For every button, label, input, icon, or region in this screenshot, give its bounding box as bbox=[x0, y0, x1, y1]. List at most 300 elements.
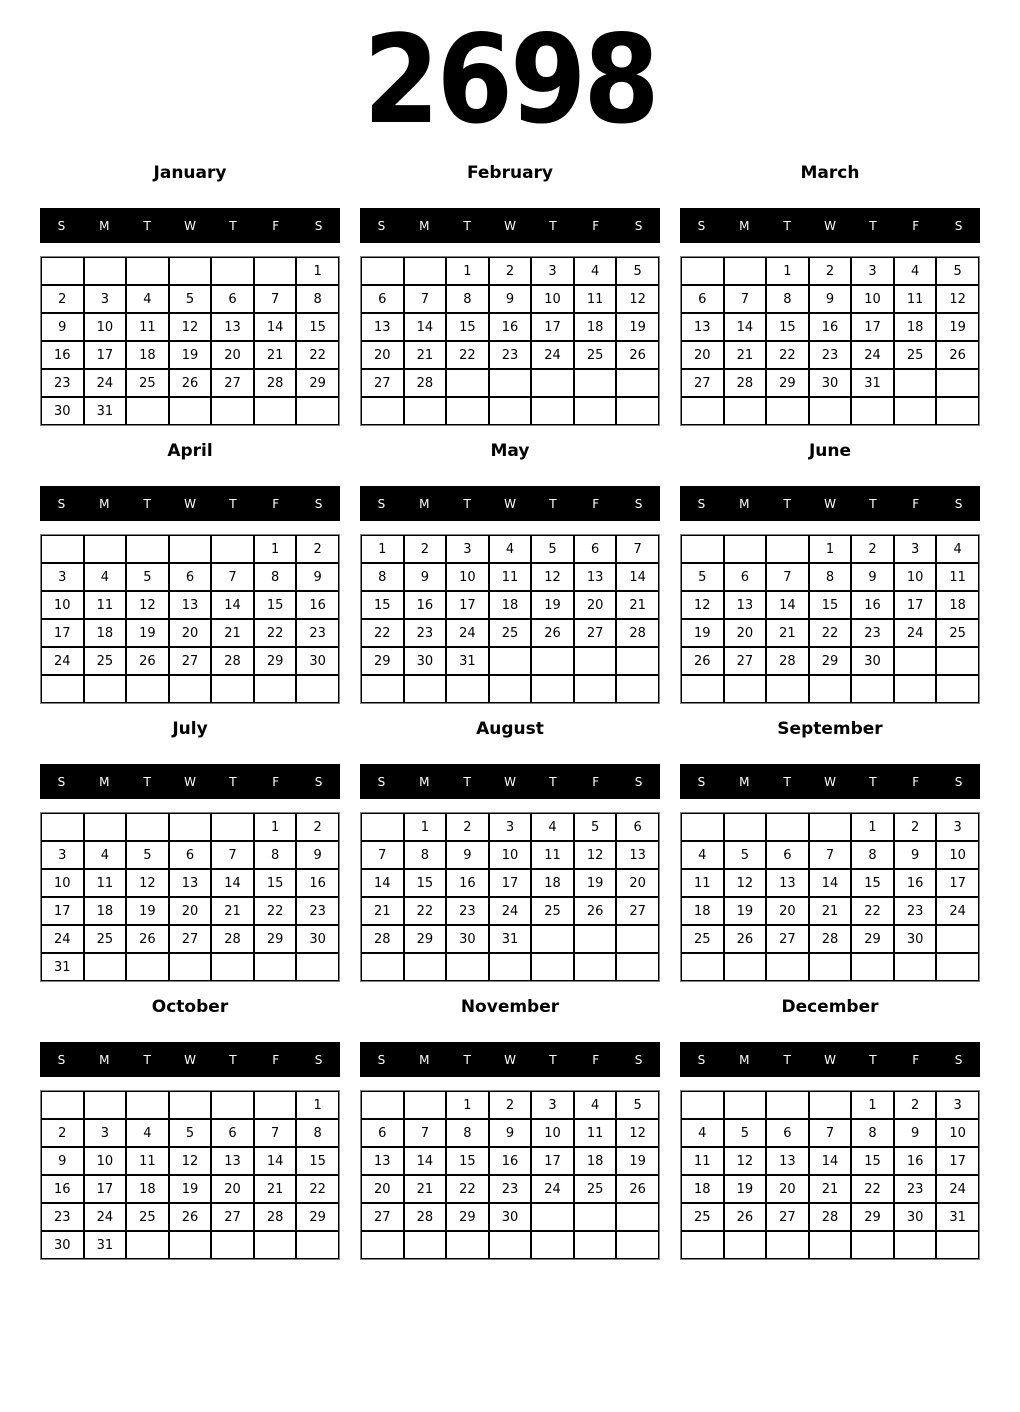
day-cell: 5 bbox=[681, 563, 724, 591]
day-cell: 5 bbox=[724, 841, 767, 869]
day-cell: 26 bbox=[126, 925, 169, 953]
day-cell: 21 bbox=[404, 1175, 447, 1203]
weekday-label: M bbox=[419, 1052, 430, 1067]
day-cell: 13 bbox=[169, 869, 212, 897]
empty-day-cell bbox=[616, 397, 659, 425]
day-cell: 11 bbox=[489, 563, 532, 591]
weekday-label: F bbox=[592, 496, 600, 511]
day-cell: 9 bbox=[446, 841, 489, 869]
day-cell: 26 bbox=[936, 341, 979, 369]
day-cell: 10 bbox=[531, 1119, 574, 1147]
empty-day-cell bbox=[361, 257, 404, 285]
day-cell: 12 bbox=[574, 841, 617, 869]
weekday-label: W bbox=[504, 1052, 516, 1067]
empty-day-cell bbox=[489, 1231, 532, 1259]
day-cell: 22 bbox=[254, 897, 297, 925]
empty-day-cell bbox=[211, 535, 254, 563]
day-cell: 9 bbox=[404, 563, 447, 591]
weekday-label: F bbox=[272, 218, 280, 233]
day-cell: 8 bbox=[446, 285, 489, 313]
empty-day-cell bbox=[126, 1091, 169, 1119]
day-cell: 4 bbox=[489, 535, 532, 563]
week-row bbox=[41, 813, 339, 841]
day-cell: 25 bbox=[84, 925, 127, 953]
day-cell: 4 bbox=[894, 257, 937, 285]
day-cell: 2 bbox=[404, 535, 447, 563]
month-name: March bbox=[800, 163, 860, 183]
week-row bbox=[681, 1175, 979, 1203]
empty-day-cell bbox=[296, 953, 339, 981]
empty-day-cell bbox=[126, 953, 169, 981]
week-row bbox=[41, 619, 339, 647]
empty-day-cell bbox=[809, 675, 852, 703]
day-cell: 22 bbox=[361, 619, 404, 647]
day-cell: 29 bbox=[296, 369, 339, 397]
day-cell: 23 bbox=[489, 341, 532, 369]
day-cell: 8 bbox=[361, 563, 404, 591]
day-cell: 15 bbox=[446, 313, 489, 341]
day-cell: 24 bbox=[84, 1203, 127, 1231]
empty-day-cell bbox=[84, 953, 127, 981]
day-cell: 11 bbox=[126, 313, 169, 341]
day-cell: 11 bbox=[84, 869, 127, 897]
week-row bbox=[361, 869, 659, 897]
day-cell: 13 bbox=[766, 869, 809, 897]
week-row bbox=[361, 313, 659, 341]
day-cell: 4 bbox=[574, 257, 617, 285]
day-cell: 23 bbox=[296, 897, 339, 925]
empty-day-cell bbox=[169, 535, 212, 563]
empty-day-cell bbox=[616, 953, 659, 981]
empty-day-cell bbox=[724, 953, 767, 981]
empty-day-cell bbox=[616, 1231, 659, 1259]
day-cell: 25 bbox=[681, 1203, 724, 1231]
month-name: February bbox=[466, 163, 554, 183]
day-cell: 18 bbox=[574, 1147, 617, 1175]
day-cell: 28 bbox=[211, 925, 254, 953]
empty-day-cell bbox=[936, 1231, 979, 1259]
empty-day-cell bbox=[616, 675, 659, 703]
month-days-table bbox=[40, 534, 340, 704]
month-may bbox=[360, 438, 660, 704]
day-cell: 19 bbox=[169, 341, 212, 369]
day-cell: 10 bbox=[531, 285, 574, 313]
empty-day-cell bbox=[809, 397, 852, 425]
weekday-label: T bbox=[143, 218, 151, 233]
day-cell: 24 bbox=[936, 1175, 979, 1203]
empty-day-cell bbox=[616, 1203, 659, 1231]
week-row bbox=[361, 591, 659, 619]
day-cell: 26 bbox=[616, 1175, 659, 1203]
week-row bbox=[41, 925, 339, 953]
day-cell: 23 bbox=[296, 619, 339, 647]
empty-day-cell bbox=[531, 647, 574, 675]
empty-day-cell bbox=[169, 813, 212, 841]
day-cell: 21 bbox=[809, 1175, 852, 1203]
empty-day-cell bbox=[84, 535, 127, 563]
day-cell: 12 bbox=[169, 1147, 212, 1175]
empty-day-cell bbox=[851, 397, 894, 425]
day-cell: 3 bbox=[531, 1091, 574, 1119]
empty-day-cell bbox=[404, 675, 447, 703]
day-cell: 8 bbox=[809, 563, 852, 591]
day-cell: 31 bbox=[489, 925, 532, 953]
month-name: January bbox=[153, 163, 227, 183]
weekday-header-row bbox=[40, 764, 340, 799]
day-cell: 7 bbox=[616, 535, 659, 563]
day-cell: 6 bbox=[169, 841, 212, 869]
empty-day-cell bbox=[894, 397, 937, 425]
weekday-label: F bbox=[272, 774, 280, 789]
empty-day-cell bbox=[936, 675, 979, 703]
empty-day-cell bbox=[489, 953, 532, 981]
day-cell: 4 bbox=[84, 563, 127, 591]
day-cell: 3 bbox=[489, 813, 532, 841]
day-cell: 21 bbox=[616, 591, 659, 619]
week-row bbox=[681, 1091, 979, 1119]
week-row bbox=[681, 341, 979, 369]
day-cell: 10 bbox=[446, 563, 489, 591]
empty-day-cell bbox=[361, 813, 404, 841]
day-cell: 14 bbox=[404, 1147, 447, 1175]
empty-day-cell bbox=[766, 813, 809, 841]
empty-day-cell bbox=[851, 1231, 894, 1259]
day-cell: 31 bbox=[84, 397, 127, 425]
day-cell: 11 bbox=[531, 841, 574, 869]
day-cell: 25 bbox=[84, 647, 127, 675]
month-days-table bbox=[360, 534, 660, 704]
day-cell: 4 bbox=[531, 813, 574, 841]
empty-day-cell bbox=[126, 257, 169, 285]
empty-day-cell bbox=[489, 369, 532, 397]
empty-day-cell bbox=[616, 369, 659, 397]
empty-day-cell bbox=[296, 1231, 339, 1259]
empty-day-cell bbox=[574, 953, 617, 981]
month-name: September bbox=[777, 719, 883, 739]
day-cell: 1 bbox=[296, 1091, 339, 1119]
week-row bbox=[41, 841, 339, 869]
weekday-label: T bbox=[463, 218, 471, 233]
empty-day-cell bbox=[489, 647, 532, 675]
week-row bbox=[41, 313, 339, 341]
day-cell: 2 bbox=[296, 535, 339, 563]
week-row bbox=[41, 1091, 339, 1119]
empty-day-cell bbox=[489, 675, 532, 703]
day-cell: 10 bbox=[41, 591, 84, 619]
day-cell: 19 bbox=[936, 313, 979, 341]
week-row bbox=[681, 591, 979, 619]
week-row bbox=[361, 925, 659, 953]
month-april bbox=[40, 438, 340, 704]
month-march bbox=[680, 160, 980, 426]
empty-day-cell bbox=[574, 647, 617, 675]
day-cell: 4 bbox=[681, 841, 724, 869]
day-cell: 29 bbox=[296, 1203, 339, 1231]
day-cell: 1 bbox=[361, 535, 404, 563]
day-cell: 9 bbox=[851, 563, 894, 591]
month-days-table bbox=[680, 256, 980, 426]
day-cell: 24 bbox=[84, 369, 127, 397]
day-cell: 15 bbox=[446, 1147, 489, 1175]
empty-day-cell bbox=[681, 953, 724, 981]
empty-day-cell bbox=[361, 397, 404, 425]
day-cell: 10 bbox=[84, 313, 127, 341]
empty-day-cell bbox=[574, 1231, 617, 1259]
empty-day-cell bbox=[169, 1091, 212, 1119]
day-cell: 6 bbox=[211, 285, 254, 313]
weekday-label: W bbox=[824, 496, 836, 511]
day-cell: 14 bbox=[809, 1147, 852, 1175]
weekday-label: S bbox=[954, 496, 963, 511]
day-cell: 20 bbox=[169, 619, 212, 647]
day-cell: 29 bbox=[361, 647, 404, 675]
empty-day-cell bbox=[724, 675, 767, 703]
empty-day-cell bbox=[296, 397, 339, 425]
day-cell: 19 bbox=[616, 1147, 659, 1175]
weekday-label: M bbox=[739, 1052, 750, 1067]
day-cell: 17 bbox=[41, 619, 84, 647]
day-cell: 14 bbox=[211, 591, 254, 619]
week-row bbox=[361, 841, 659, 869]
day-cell: 8 bbox=[851, 1119, 894, 1147]
day-cell: 28 bbox=[766, 647, 809, 675]
week-row bbox=[361, 397, 659, 425]
empty-day-cell bbox=[41, 1091, 84, 1119]
month-august bbox=[360, 716, 660, 982]
weekday-header-row bbox=[360, 208, 660, 243]
day-cell: 14 bbox=[616, 563, 659, 591]
day-cell: 18 bbox=[936, 591, 979, 619]
weekday-label: T bbox=[783, 1052, 791, 1067]
empty-day-cell bbox=[809, 813, 852, 841]
day-cell: 16 bbox=[894, 869, 937, 897]
day-cell: 28 bbox=[404, 1203, 447, 1231]
empty-day-cell bbox=[361, 953, 404, 981]
day-cell: 12 bbox=[126, 869, 169, 897]
empty-day-cell bbox=[126, 397, 169, 425]
day-cell: 22 bbox=[254, 619, 297, 647]
weekday-label: T bbox=[229, 774, 237, 789]
day-cell: 6 bbox=[574, 535, 617, 563]
weekday-label: S bbox=[314, 218, 323, 233]
day-cell: 19 bbox=[169, 1175, 212, 1203]
day-cell: 13 bbox=[361, 313, 404, 341]
day-cell: 15 bbox=[404, 869, 447, 897]
weekday-label: M bbox=[99, 1052, 110, 1067]
day-cell: 22 bbox=[446, 1175, 489, 1203]
day-cell: 7 bbox=[404, 1119, 447, 1147]
day-cell: 12 bbox=[936, 285, 979, 313]
day-cell: 23 bbox=[446, 897, 489, 925]
empty-day-cell bbox=[361, 675, 404, 703]
weekday-label: T bbox=[869, 218, 877, 233]
day-cell: 23 bbox=[41, 1203, 84, 1231]
day-cell: 12 bbox=[126, 591, 169, 619]
day-cell: 29 bbox=[851, 1203, 894, 1231]
week-row bbox=[41, 285, 339, 313]
weekday-label: S bbox=[954, 774, 963, 789]
day-cell: 26 bbox=[681, 647, 724, 675]
empty-day-cell bbox=[211, 813, 254, 841]
weekday-label: M bbox=[739, 496, 750, 511]
weekday-label: S bbox=[57, 218, 66, 233]
day-cell: 5 bbox=[616, 257, 659, 285]
day-cell: 10 bbox=[894, 563, 937, 591]
empty-day-cell bbox=[211, 1231, 254, 1259]
week-row bbox=[361, 1147, 659, 1175]
empty-day-cell bbox=[681, 813, 724, 841]
day-cell: 23 bbox=[489, 1175, 532, 1203]
day-cell: 13 bbox=[361, 1147, 404, 1175]
day-cell: 25 bbox=[936, 619, 979, 647]
day-cell: 13 bbox=[211, 1147, 254, 1175]
weekday-label: S bbox=[634, 1052, 643, 1067]
day-cell: 18 bbox=[531, 869, 574, 897]
empty-day-cell bbox=[84, 675, 127, 703]
day-cell: 16 bbox=[296, 869, 339, 897]
empty-day-cell bbox=[169, 1231, 212, 1259]
day-cell: 6 bbox=[766, 1119, 809, 1147]
day-cell: 7 bbox=[809, 1119, 852, 1147]
day-cell: 1 bbox=[296, 257, 339, 285]
month-name: June bbox=[808, 441, 852, 461]
day-cell: 31 bbox=[936, 1203, 979, 1231]
weekday-label: F bbox=[592, 774, 600, 789]
day-cell: 21 bbox=[809, 897, 852, 925]
empty-day-cell bbox=[724, 535, 767, 563]
day-cell: 3 bbox=[446, 535, 489, 563]
empty-day-cell bbox=[531, 397, 574, 425]
day-cell: 30 bbox=[296, 925, 339, 953]
day-cell: 28 bbox=[809, 925, 852, 953]
week-row bbox=[681, 897, 979, 925]
day-cell: 17 bbox=[894, 591, 937, 619]
weekday-label: S bbox=[697, 218, 706, 233]
week-row bbox=[41, 953, 339, 981]
empty-day-cell bbox=[296, 675, 339, 703]
day-cell: 18 bbox=[681, 1175, 724, 1203]
empty-day-cell bbox=[41, 535, 84, 563]
day-cell: 8 bbox=[296, 1119, 339, 1147]
empty-day-cell bbox=[936, 925, 979, 953]
weekday-label: F bbox=[912, 774, 920, 789]
empty-day-cell bbox=[41, 257, 84, 285]
empty-day-cell bbox=[254, 397, 297, 425]
day-cell: 27 bbox=[361, 1203, 404, 1231]
day-cell: 21 bbox=[254, 341, 297, 369]
empty-day-cell bbox=[766, 675, 809, 703]
empty-day-cell bbox=[574, 1203, 617, 1231]
day-cell: 4 bbox=[126, 285, 169, 313]
empty-day-cell bbox=[681, 1231, 724, 1259]
day-cell: 28 bbox=[361, 925, 404, 953]
month-days-table bbox=[680, 812, 980, 982]
weekday-label: F bbox=[272, 496, 280, 511]
day-cell: 22 bbox=[296, 341, 339, 369]
empty-day-cell bbox=[254, 1231, 297, 1259]
month-name: October bbox=[151, 997, 229, 1017]
day-cell: 26 bbox=[616, 341, 659, 369]
day-cell: 23 bbox=[809, 341, 852, 369]
day-cell: 1 bbox=[404, 813, 447, 841]
day-cell: 25 bbox=[574, 1175, 617, 1203]
day-cell: 20 bbox=[766, 897, 809, 925]
empty-day-cell bbox=[126, 1231, 169, 1259]
day-cell: 16 bbox=[41, 341, 84, 369]
day-cell: 19 bbox=[531, 591, 574, 619]
day-cell: 27 bbox=[169, 925, 212, 953]
weekday-label: W bbox=[184, 496, 196, 511]
empty-day-cell bbox=[41, 675, 84, 703]
empty-day-cell bbox=[446, 953, 489, 981]
empty-day-cell bbox=[126, 813, 169, 841]
day-cell: 11 bbox=[681, 869, 724, 897]
day-cell: 12 bbox=[531, 563, 574, 591]
weekday-label: W bbox=[184, 218, 196, 233]
day-cell: 16 bbox=[489, 1147, 532, 1175]
day-cell: 18 bbox=[489, 591, 532, 619]
empty-day-cell bbox=[894, 369, 937, 397]
day-cell: 27 bbox=[211, 369, 254, 397]
day-cell: 29 bbox=[254, 647, 297, 675]
day-cell: 15 bbox=[851, 1147, 894, 1175]
day-cell: 2 bbox=[489, 1091, 532, 1119]
empty-day-cell bbox=[531, 953, 574, 981]
empty-day-cell bbox=[724, 813, 767, 841]
day-cell: 5 bbox=[169, 1119, 212, 1147]
empty-day-cell bbox=[616, 925, 659, 953]
week-row bbox=[41, 341, 339, 369]
week-row bbox=[41, 647, 339, 675]
month-days-table bbox=[40, 256, 340, 426]
day-cell: 17 bbox=[41, 897, 84, 925]
day-cell: 29 bbox=[766, 369, 809, 397]
weekday-label: M bbox=[419, 496, 430, 511]
weekday-label: T bbox=[783, 218, 791, 233]
day-cell: 2 bbox=[41, 1119, 84, 1147]
day-cell: 27 bbox=[724, 647, 767, 675]
empty-day-cell bbox=[211, 1091, 254, 1119]
day-cell: 27 bbox=[616, 897, 659, 925]
week-row bbox=[681, 647, 979, 675]
weekday-label: T bbox=[229, 218, 237, 233]
month-days-table bbox=[680, 1090, 980, 1260]
weekday-label: F bbox=[912, 218, 920, 233]
empty-day-cell bbox=[724, 1091, 767, 1119]
year-title: 2698 bbox=[363, 9, 657, 151]
empty-day-cell bbox=[574, 369, 617, 397]
day-cell: 31 bbox=[446, 647, 489, 675]
weekday-label: T bbox=[143, 1052, 151, 1067]
weekday-label: S bbox=[954, 218, 963, 233]
day-cell: 28 bbox=[254, 369, 297, 397]
day-cell: 8 bbox=[446, 1119, 489, 1147]
day-cell: 27 bbox=[681, 369, 724, 397]
empty-day-cell bbox=[724, 397, 767, 425]
day-cell: 3 bbox=[531, 257, 574, 285]
weekday-label: T bbox=[143, 496, 151, 511]
day-cell: 27 bbox=[766, 1203, 809, 1231]
day-cell: 20 bbox=[361, 1175, 404, 1203]
week-row bbox=[361, 285, 659, 313]
weekday-label: M bbox=[419, 218, 430, 233]
day-cell: 19 bbox=[574, 869, 617, 897]
day-cell: 15 bbox=[361, 591, 404, 619]
day-cell: 8 bbox=[404, 841, 447, 869]
day-cell: 14 bbox=[404, 313, 447, 341]
day-cell: 21 bbox=[254, 1175, 297, 1203]
weekday-label: S bbox=[634, 218, 643, 233]
